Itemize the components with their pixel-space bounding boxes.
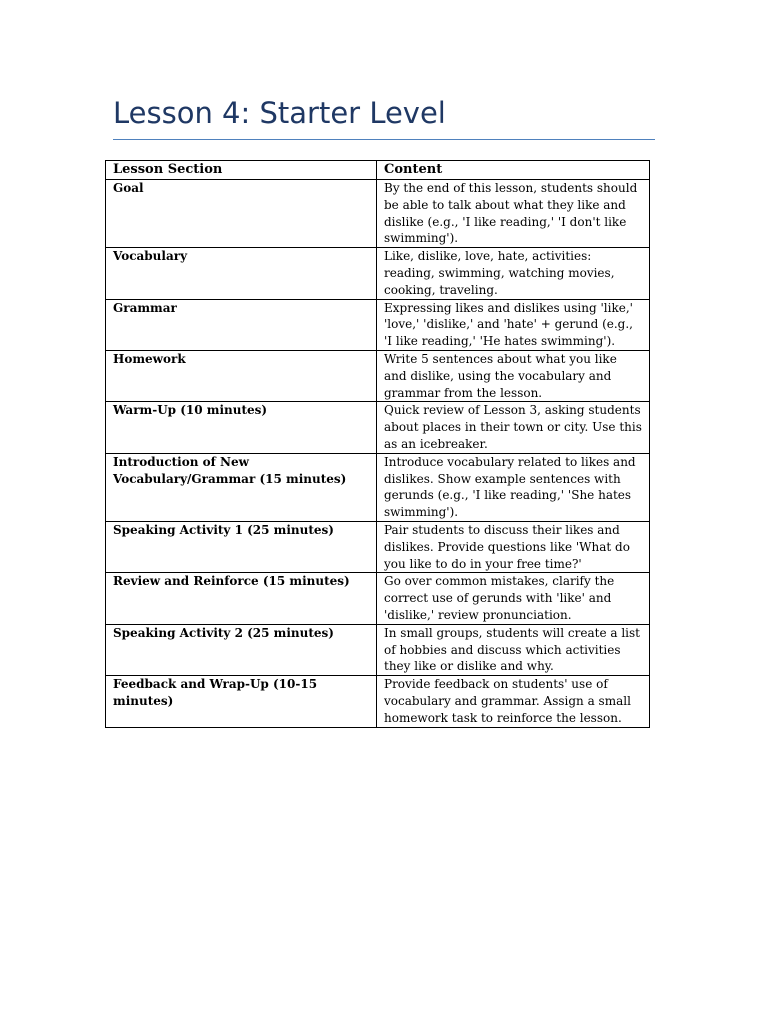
row-section-label: Goal	[106, 180, 377, 248]
row-section-label: Homework	[106, 350, 377, 401]
table-row	[106, 521, 650, 572]
row-content: By the end of this lesson, students should be able to talk about what they like and dislike (e.g., 'I like reading,' 'I don't like swimming').	[377, 180, 650, 248]
row-section-label: Speaking Activity 2 (25 minutes)	[106, 624, 377, 675]
row-content: Write 5 sentences about what you like and dislike, using the vocabulary and grammar from the lesson.	[377, 350, 650, 401]
row-section-label: Review and Reinforce (15 minutes)	[106, 573, 377, 624]
row-content: Pair students to discuss their likes and dislikes. Provide questions like 'What do you like to do in your free time?'	[377, 521, 650, 572]
row-section-label: Warm-Up (10 minutes)	[106, 402, 377, 453]
row-content: Provide feedback on students' use of vocabulary and grammar. Assign a small homework task to reinforce the lesson.	[377, 676, 650, 727]
table-row	[106, 573, 650, 624]
row-content: Expressing likes and dislikes using 'like,' 'love,' 'dislike,' and 'hate' + gerund (e.g., 'I like reading,' 'He hates swimming').	[377, 299, 650, 350]
row-section-label: Grammar	[106, 299, 377, 350]
lesson-plan-table	[105, 160, 650, 728]
table-row	[106, 676, 650, 727]
row-section-label: Vocabulary	[106, 248, 377, 299]
row-content: Introduce vocabulary related to likes and dislikes. Show example sentences with gerunds (e.g., 'I like reading,' 'She hates swimming').	[377, 453, 650, 521]
row-section-label: Introduction of New Vocabulary/Grammar (15 minutes)	[106, 453, 377, 521]
title-underline	[113, 139, 655, 140]
row-content: Go over common mistakes, clarify the correct use of gerunds with 'like' and 'dislike,' review pronunciation.	[377, 573, 650, 624]
table-row	[106, 453, 650, 521]
table-row	[106, 299, 650, 350]
header-lesson-section: Lesson Section	[106, 161, 377, 180]
table-header-row	[106, 161, 650, 180]
row-content: Like, dislike, love, hate, activities: reading, swimming, watching movies, cooking, traveling.	[377, 248, 650, 299]
table-row	[106, 350, 650, 401]
table-row	[106, 248, 650, 299]
table-row	[106, 624, 650, 675]
row-section-label: Speaking Activity 1 (25 minutes)	[106, 521, 377, 572]
header-content: Content	[377, 161, 650, 180]
table-row	[106, 402, 650, 453]
row-section-label: Feedback and Wrap-Up (10-15 minutes)	[106, 676, 377, 727]
page-title: Lesson 4: Starter Level	[113, 96, 446, 130]
table-row	[106, 180, 650, 248]
row-content: Quick review of Lesson 3, asking students about places in their town or city. Use this as an icebreaker.	[377, 402, 650, 453]
row-content: In small groups, students will create a list of hobbies and discuss which activities they like or dislike and why.	[377, 624, 650, 675]
